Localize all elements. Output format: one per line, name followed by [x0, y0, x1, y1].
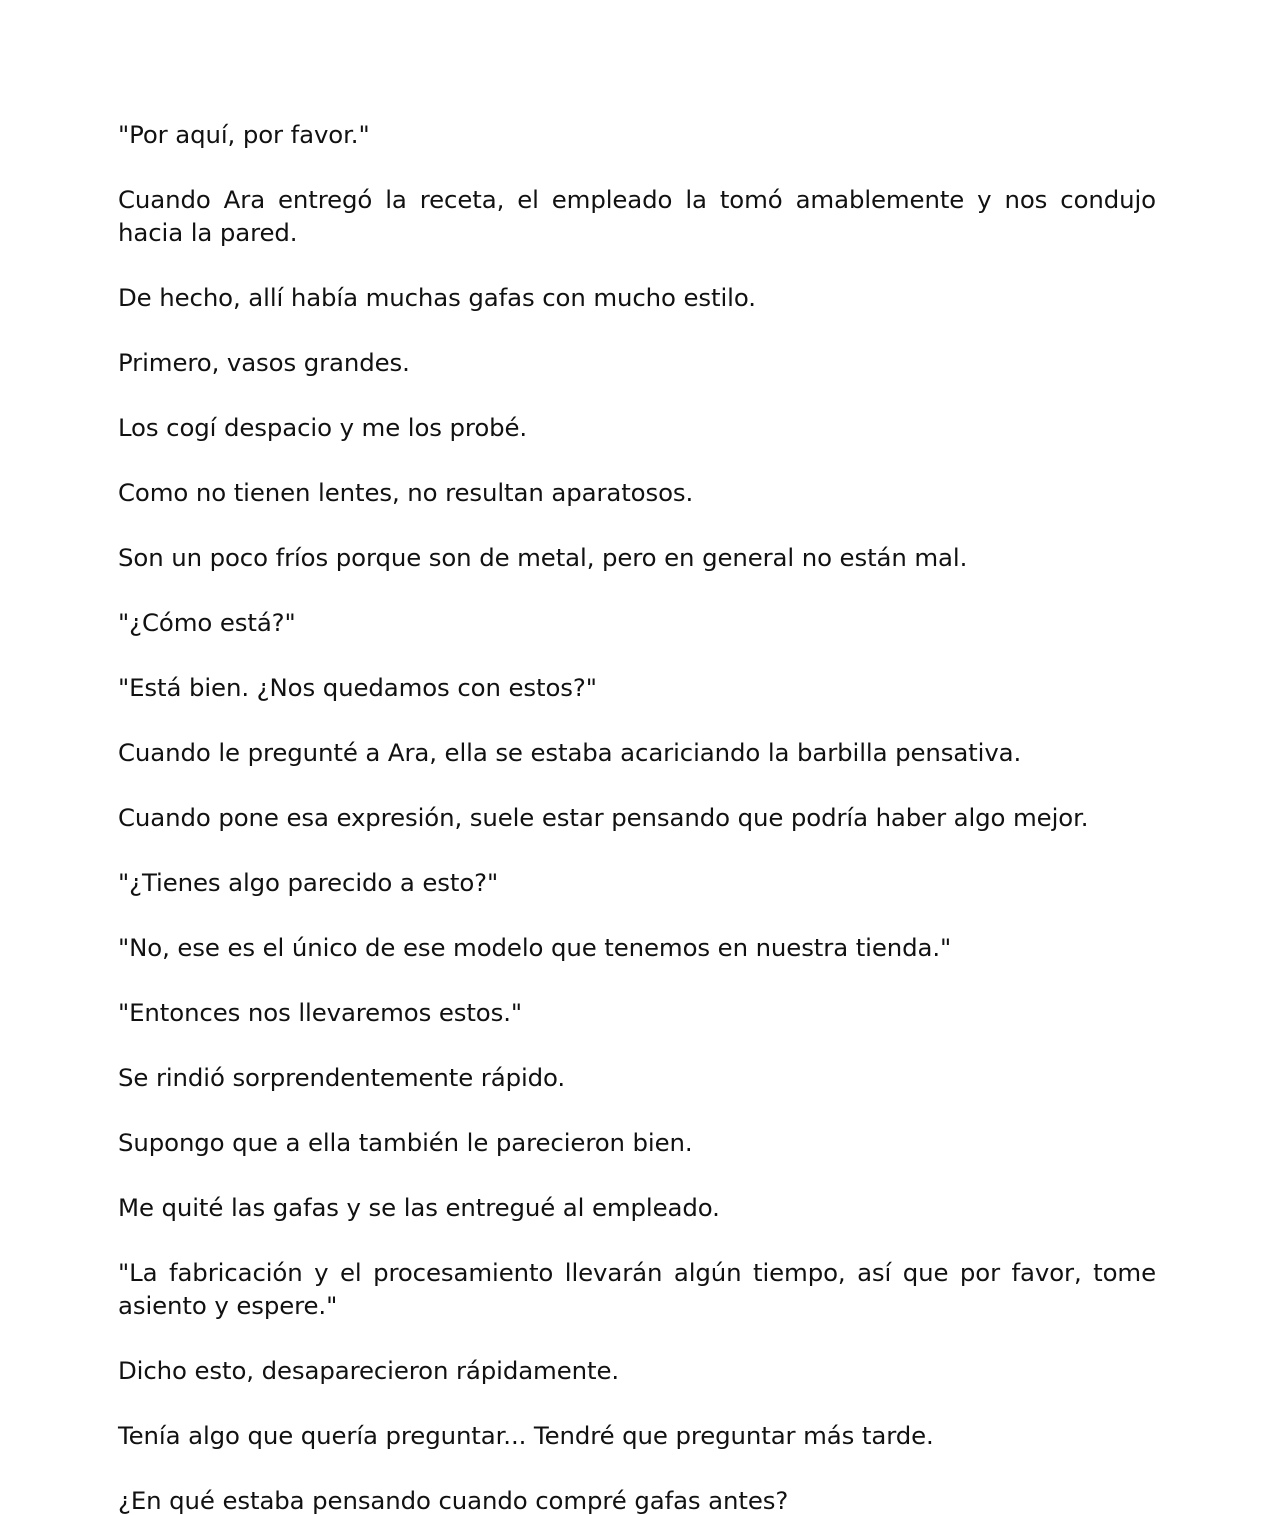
paragraph: "¿Cómo está?" — [118, 608, 296, 637]
paragraph: Son un poco fríos porque son de metal, pero en general no están mal. — [118, 543, 968, 572]
paragraph: "La fabricación y el procesamiento llevarán algún tiempo, así que por favor, tome asiento y espere." — [118, 1258, 1156, 1320]
paragraph: "No, ese es el único de ese modelo que tenemos en nuestra tienda." — [118, 933, 952, 962]
paragraph: Cuando pone esa expresión, suele estar pensando que podría haber algo mejor. — [118, 803, 1089, 832]
paragraph: Como no tienen lentes, no resultan aparatosos. — [118, 478, 694, 507]
paragraph: Primero, vasos grandes. — [118, 348, 410, 377]
paragraph: Tenía algo que quería preguntar... Tendré que preguntar más tarde. — [118, 1421, 934, 1450]
paragraph: "Por aquí, por favor." — [118, 120, 370, 149]
paragraph: Cuando le pregunté a Ara, ella se estaba acariciando la barbilla pensativa. — [118, 738, 1022, 767]
paragraph: De hecho, allí había muchas gafas con mucho estilo. — [118, 283, 756, 312]
paragraph: Me quité las gafas y se las entregué al empleado. — [118, 1193, 720, 1222]
paragraph: "Está bien. ¿Nos quedamos con estos?" — [118, 673, 597, 702]
paragraph: "Entonces nos llevaremos estos." — [118, 998, 523, 1027]
paragraph: "¿Tienes algo parecido a esto?" — [118, 868, 499, 897]
paragraph: Cuando Ara entregó la receta, el empleado la tomó amablemente y nos condujo hacia la pared. — [118, 185, 1156, 247]
paragraph: Dicho esto, desaparecieron rápidamente. — [118, 1356, 620, 1385]
paragraph: Se rindió sorprendentemente rápido. — [118, 1063, 566, 1092]
paragraph: Supongo que a ella también le parecieron bien. — [118, 1128, 693, 1157]
paragraph: ¿En qué estaba pensando cuando compré gafas antes? — [118, 1486, 789, 1515]
text-body — [118, 118, 1156, 1515]
paragraph: Los cogí despacio y me los probé. — [118, 413, 528, 442]
